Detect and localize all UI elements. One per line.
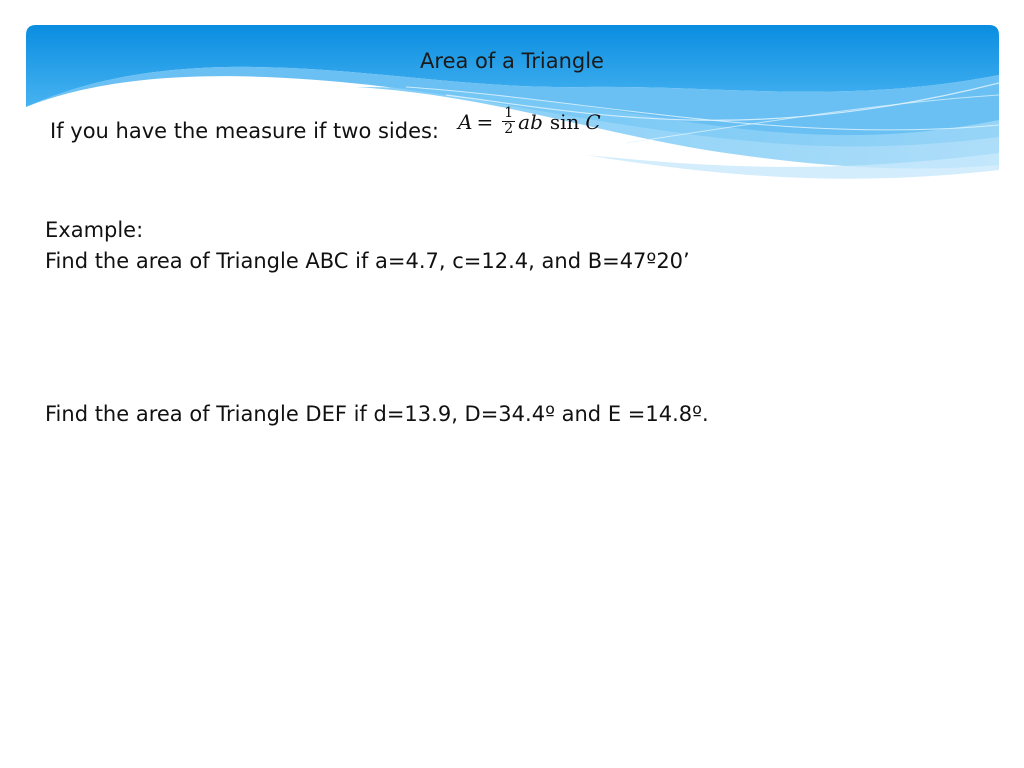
slide-title: Area of a Triangle xyxy=(420,49,604,73)
formula-fraction xyxy=(502,106,515,137)
fraction-numerator: 1 xyxy=(504,105,514,121)
formula-angle: C xyxy=(585,109,601,134)
fraction-denominator: 2 xyxy=(504,121,514,137)
area-formula xyxy=(458,106,601,137)
formula-variables: ab xyxy=(518,109,543,134)
formula-sine: sin xyxy=(549,109,580,134)
example-problem-abc: Find the area of Triangle ABC if a=4.7, c=12.4, and B=47º20’ xyxy=(45,249,690,273)
formula-lhs: A xyxy=(458,109,473,134)
formula-equals: = xyxy=(476,109,494,134)
formula-intro-text: If you have the measure if two sides: xyxy=(50,119,440,143)
example-label: Example: xyxy=(45,218,144,242)
example-problem-def: Find the area of Triangle DEF if d=13.9, D=34.4º and E =14.8º. xyxy=(45,402,709,426)
